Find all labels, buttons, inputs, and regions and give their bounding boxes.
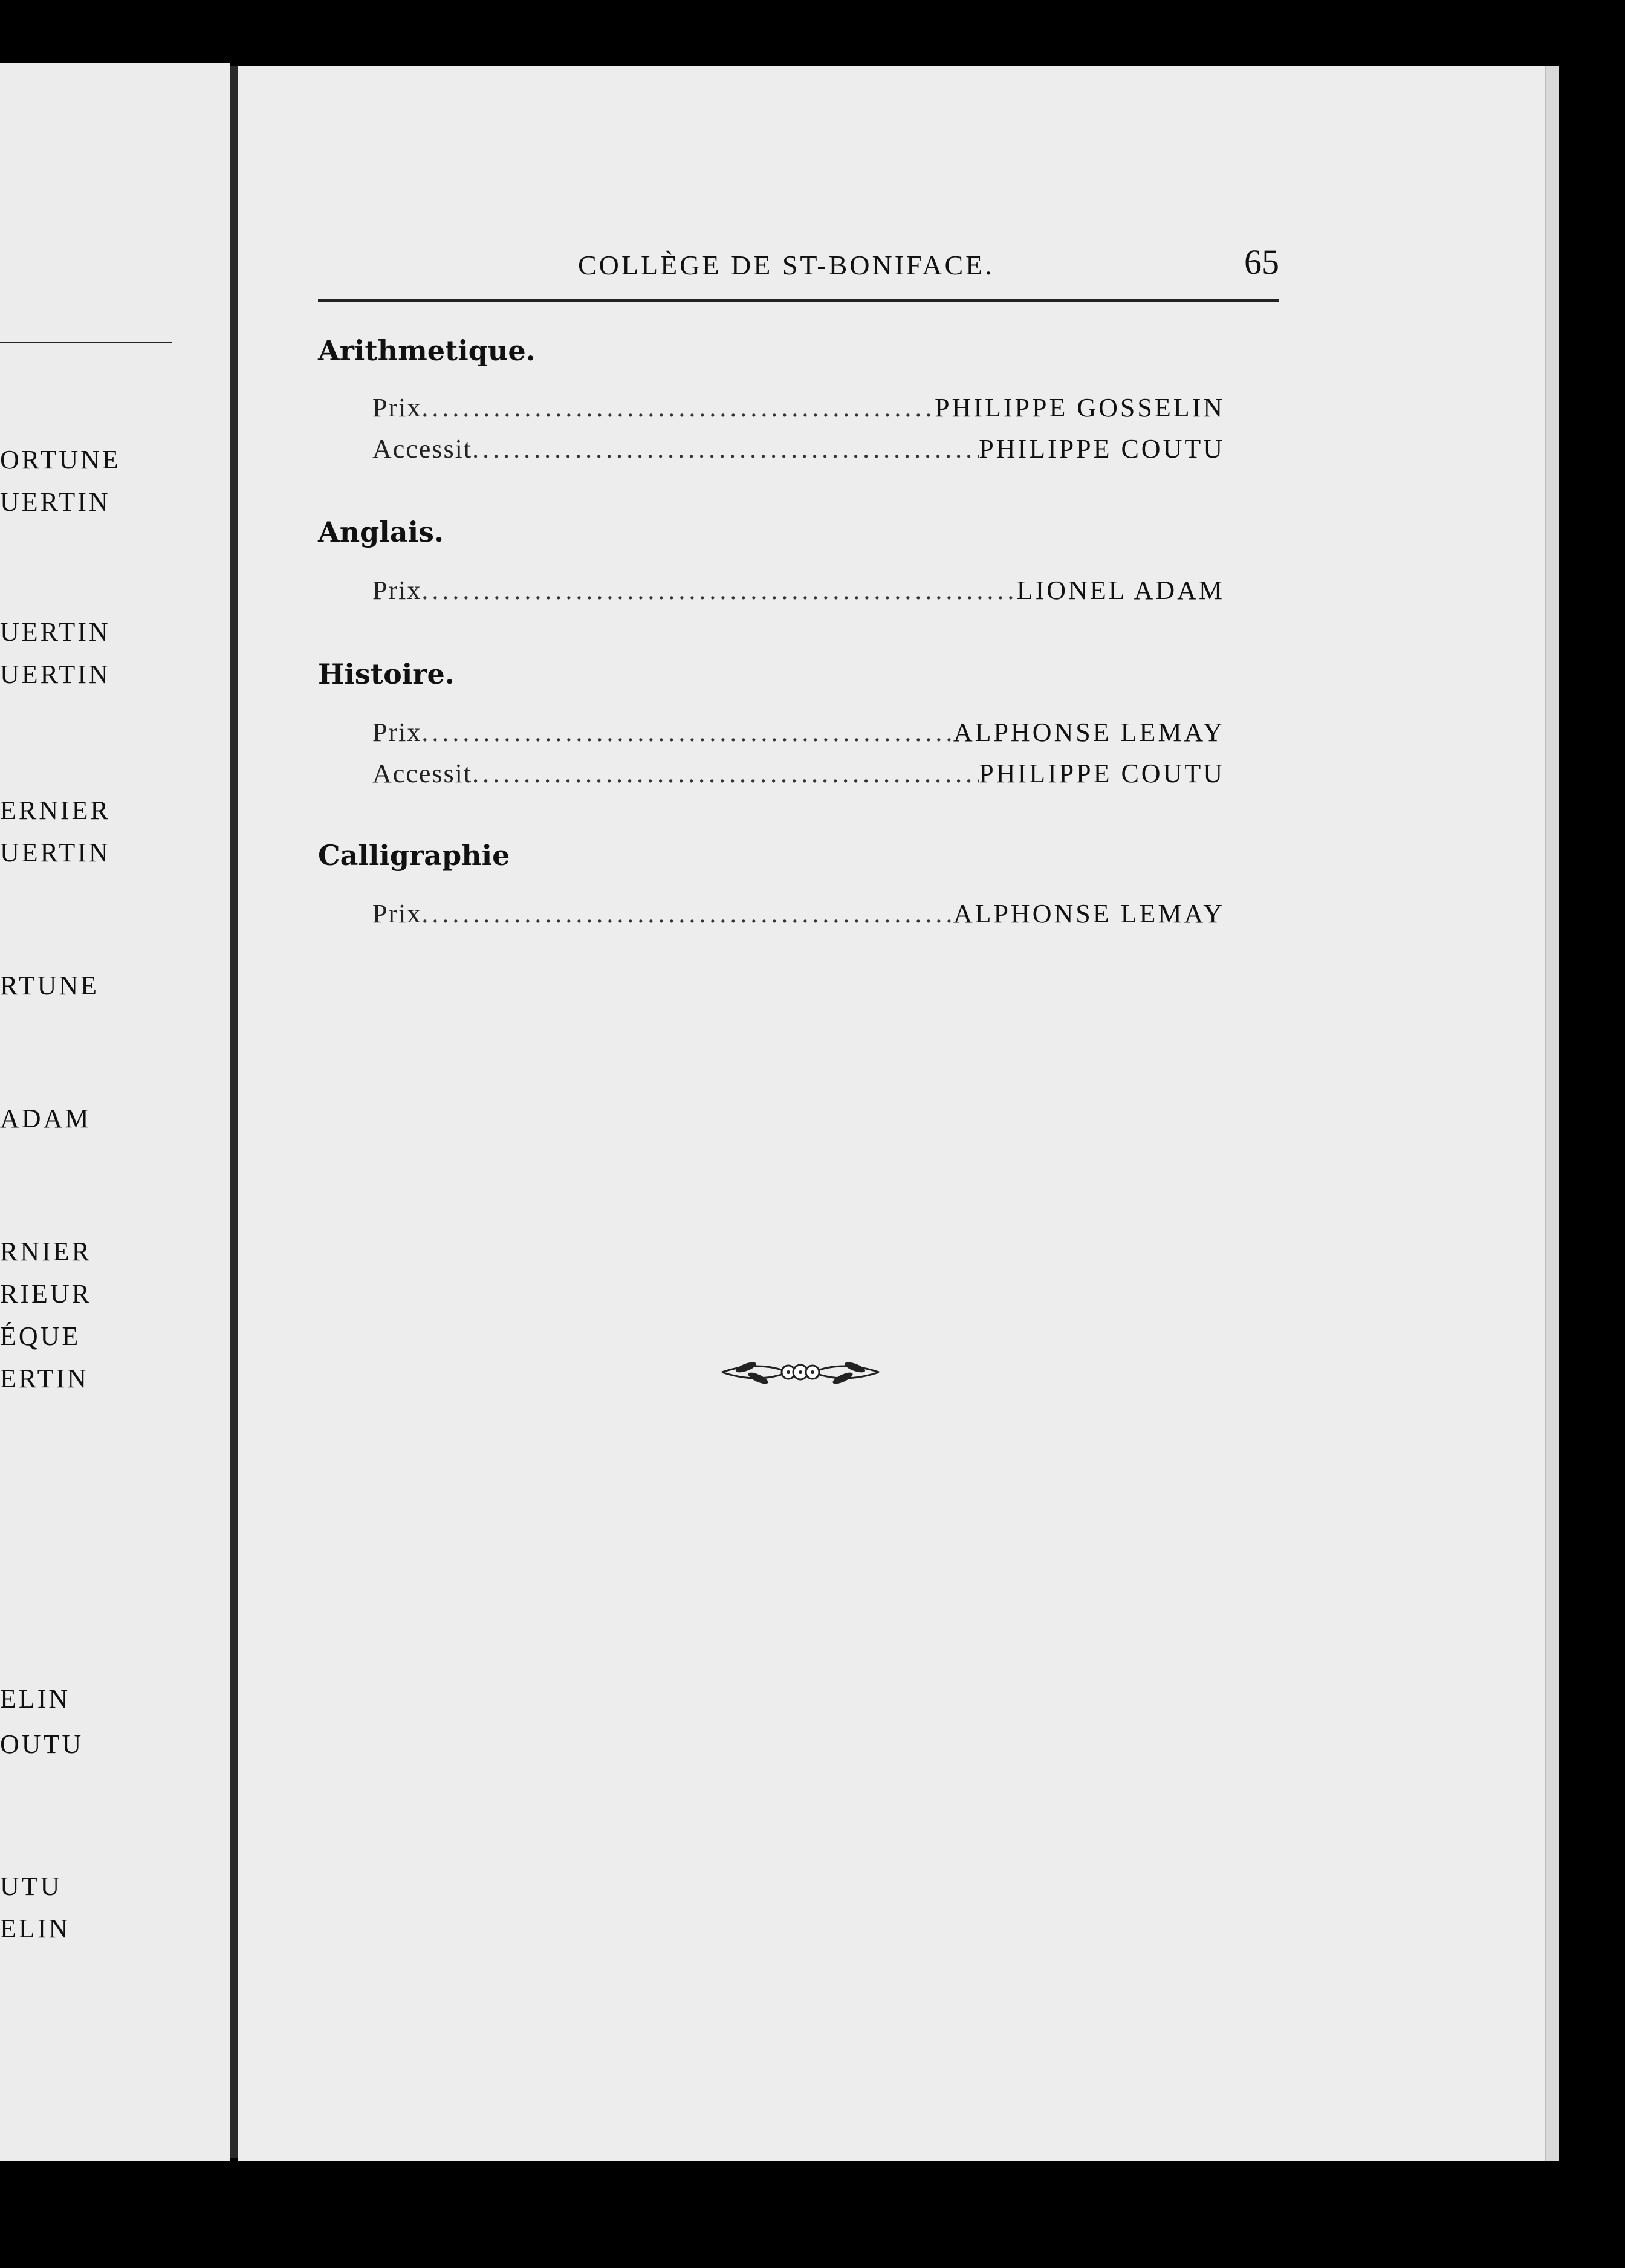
- name-fragment: RNIER: [0, 1237, 92, 1266]
- name-fragment: ORTUNE: [0, 445, 121, 475]
- award-label: Accessit: [372, 759, 473, 788]
- winner-name: LIONEL ADAM: [1016, 575, 1225, 605]
- prize-entry: [372, 429, 1225, 470]
- page-header: [318, 242, 1279, 308]
- page: [238, 66, 1553, 2161]
- section-arithmetique: [318, 329, 1225, 470]
- name-fragment: UERTIN: [0, 838, 111, 867]
- winner-name: PHILIPPE COUTU: [979, 759, 1225, 788]
- name-fragment: RIEUR: [0, 1279, 92, 1309]
- award-label: Prix: [372, 393, 422, 423]
- name-fragment: ERTIN: [0, 1364, 89, 1393]
- section-title: Arithmetique.: [318, 334, 536, 367]
- section-title: Calligraphie: [318, 839, 510, 872]
- section-anglais: [318, 511, 1225, 611]
- award-label: Prix: [372, 899, 422, 928]
- book-spine: [230, 66, 238, 2158]
- name-fragment: UTU: [0, 1871, 62, 1901]
- dot-leader: [421, 893, 953, 935]
- name-fragment: OUTU: [0, 1729, 84, 1759]
- award-label: Accessit: [372, 434, 473, 464]
- header-rule: [318, 299, 1279, 302]
- prize-entry: [372, 387, 1225, 429]
- name-fragment: UERTIN: [0, 659, 111, 689]
- name-fragment: ELIN: [0, 1684, 71, 1714]
- prize-entry: [372, 753, 1225, 794]
- name-fragment: UERTIN: [0, 487, 111, 517]
- name-fragment: ELIN: [0, 1914, 71, 1943]
- section-histoire: [318, 653, 1225, 794]
- section-calligraphie: [318, 834, 1225, 935]
- name-fragment: UERTIN: [0, 617, 111, 647]
- floral-ornament-icon: [716, 1348, 885, 1396]
- section-title: Histoire.: [318, 658, 455, 690]
- header-rule: [0, 342, 172, 343]
- dot-leader: [421, 570, 1016, 611]
- section-title: Anglais.: [318, 516, 444, 548]
- winner-name: ALPHONSE LEMAY: [953, 718, 1225, 747]
- award-label: Prix: [372, 575, 422, 605]
- winner-name: PHILIPPE GOSSELIN: [935, 393, 1225, 423]
- previous-page-fragment: [0, 63, 230, 2161]
- winner-name: ALPHONSE LEMAY: [953, 899, 1225, 928]
- prize-entry: [372, 570, 1225, 611]
- dot-leader: [421, 387, 935, 429]
- dot-leader: [472, 753, 979, 794]
- name-fragment: ADAM: [0, 1104, 91, 1133]
- prize-entry: [372, 893, 1225, 935]
- name-fragment: RTUNE: [0, 971, 100, 1000]
- name-fragment: ÉQUE: [0, 1321, 81, 1351]
- page-edge: [1545, 66, 1559, 2161]
- winner-name: PHILIPPE COUTU: [979, 434, 1225, 464]
- prize-entry: [372, 712, 1225, 753]
- name-fragment: ERNIER: [0, 795, 111, 825]
- dot-leader: [472, 429, 979, 470]
- running-title: COLLÈGE DE ST-BONIFACE.: [578, 250, 994, 280]
- page-number: 65: [1244, 242, 1279, 282]
- award-label: Prix: [372, 718, 422, 747]
- dot-leader: [421, 712, 953, 753]
